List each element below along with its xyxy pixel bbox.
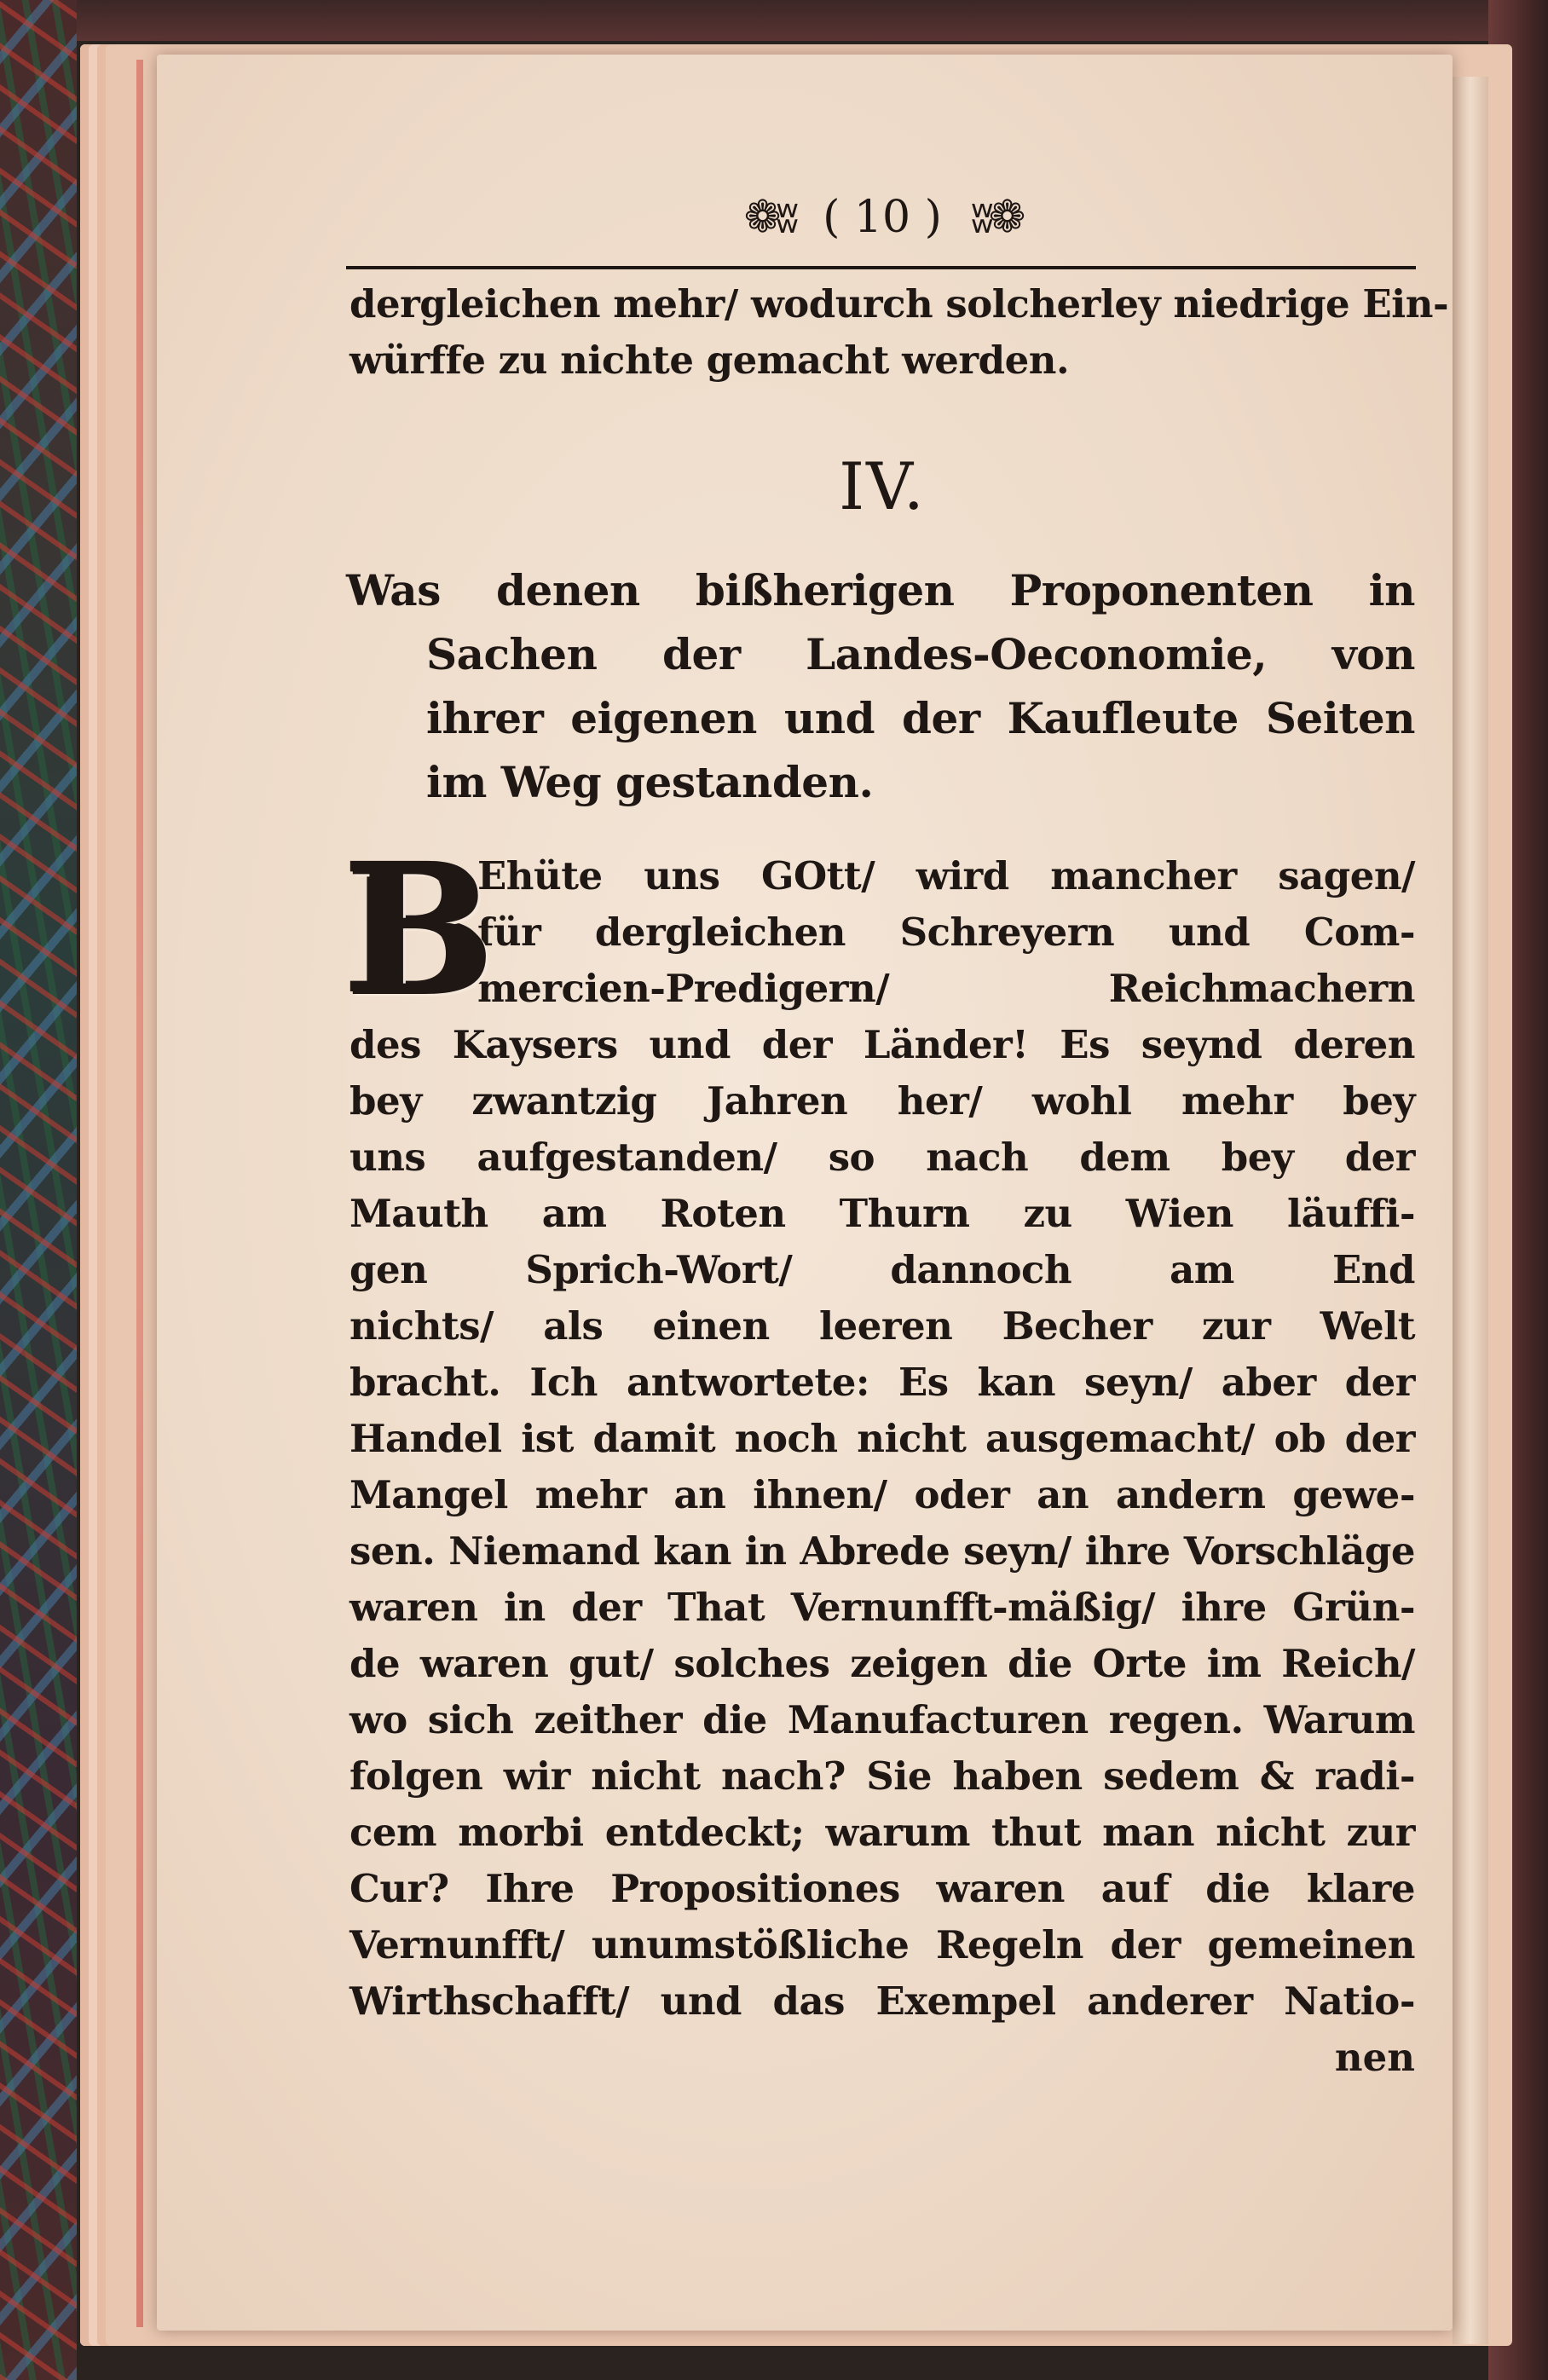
text-line: Mangel mehr an ihnen/ oder an andern gewe- — [349, 1472, 1415, 1517]
page-header — [349, 179, 1415, 256]
title-line: im Weg gestanden. — [426, 757, 874, 807]
body-text — [344, 826, 1415, 2086]
drop-cap: B — [344, 826, 496, 1037]
text-line: Mauth am Roten Thurn zu Wien läuffi- — [349, 1191, 1415, 1236]
text-line: bracht. Ich antwortete: Es kan seyn/ aber der — [349, 1360, 1415, 1405]
text-line: würffe zu nichte gemacht werden. — [349, 338, 1070, 383]
title-line: Sachen der Landes-Oeconomie, von — [426, 629, 1415, 679]
text-line: Handel ist damit noch nicht ausgemacht/ ob der — [349, 1416, 1415, 1461]
catchword: nen — [1334, 2035, 1415, 2080]
text-line: dergleichen mehr/ wodurch solcherley niedrige Ein- — [349, 281, 1449, 326]
text-line: cem morbi entdeckt; warum thut man nicht zur — [349, 1810, 1415, 1855]
text-line: waren in der That Vernunfft-mäßig/ ihre Grün- — [349, 1585, 1415, 1630]
text-line: mercien-Predigern/ Reichmachern — [477, 966, 1415, 1011]
ornament-left-icon: ❁ʬ — [743, 192, 794, 243]
text-line: uns aufgestanden/ so nach dem bey der — [349, 1135, 1415, 1180]
text-line: wo sich zeither die Manufacturen regen. Warum — [349, 1697, 1415, 1742]
text-line: bey zwantzig Jahren her/ wohl mehr bey — [349, 1078, 1415, 1124]
book-cover-top — [0, 0, 1548, 41]
text-line: de waren gut/ solches zeigen die Orte im Reich/ — [349, 1641, 1415, 1686]
text-line: sen. Niemand kan in Abrede seyn/ ihre Vorschläge — [349, 1528, 1415, 1574]
text-line: Vernunfft/ unumstößliche Regeln der gemeinen — [349, 1922, 1415, 1967]
ornament-right-icon: ʬ❁ — [970, 192, 1021, 243]
text-line: folgen wir nicht nach? Sie haben sedem & radi- — [349, 1753, 1415, 1799]
text-line: Wirthschafft/ und das Exempel anderer Natio- — [349, 1979, 1415, 2024]
red-page-edge — [136, 60, 143, 2327]
title-line: ihrer eigenen und der Kaufleute Seiten — [426, 693, 1415, 743]
title-line: Was denen bißherigen Proponenten in — [346, 565, 1415, 615]
text-line: nichts/ als einen leeren Becher zur Welt — [349, 1303, 1415, 1349]
text-line: des Kaysers und der Länder! Es seynd deren — [349, 1022, 1415, 1067]
text-line: für dergleichen Schreyern und Com- — [477, 910, 1415, 955]
chapter-title — [346, 558, 1415, 814]
marbled-cover-edge — [0, 0, 77, 2380]
chapter-numeral: IV. — [839, 448, 926, 524]
page-number: ( 10 ) — [823, 192, 942, 243]
continued-text — [349, 276, 1449, 389]
text-line: Ehüte uns GOtt/ wird mancher sagen/ — [477, 853, 1415, 898]
header-rule — [346, 266, 1416, 269]
text-line: Cur? Ihre Propositiones waren auf die klare — [349, 1866, 1415, 1911]
facing-page-edge — [1453, 77, 1488, 2344]
page-content — [344, 179, 1449, 2086]
text-line: gen Sprich-Wort/ dannoch am End — [349, 1247, 1415, 1292]
